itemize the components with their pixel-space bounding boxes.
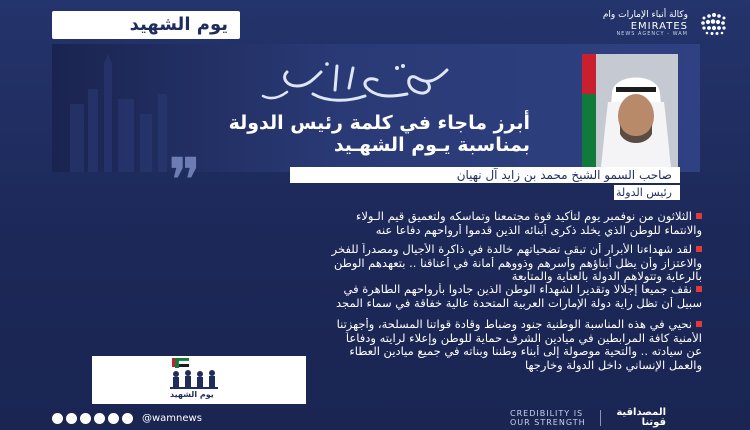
social-links xyxy=(52,411,202,425)
snapchat-icon[interactable] xyxy=(122,413,133,424)
paragraph-line: والعمل الإنساني داخل الدولة وخارجها xyxy=(524,358,702,372)
paragraph-line: الثلاثون من نوفمبر يوم لتأكيد قوة مجتمعنا وتماسكه ولتعميق قيم الـولاء xyxy=(355,210,692,223)
agency-tagline: NEWS AGENCY - WAM xyxy=(616,31,688,37)
speaker-title-box xyxy=(614,185,680,200)
paragraph-line: والانتماء للوطن الذي يخلد ذكرى أبنائه الذين قدموا أرواحهم دفاعا عنه xyxy=(375,223,702,237)
wam-logo-icon xyxy=(698,10,728,38)
badge-title: يوم الشهيد xyxy=(129,14,228,35)
headline-line-1: أبرز ماجاء في كلمة رئيس الدولة xyxy=(228,112,530,134)
social-handle[interactable]: @wamnews xyxy=(142,412,202,424)
credibility-en xyxy=(510,409,586,427)
hero-headline xyxy=(150,112,530,156)
paragraph-line: لقد شهداءنا الأبرار أن تبقى تضحياتهم خالدة في ذاكرة الأجيال ومصدراً للفخر xyxy=(331,243,692,256)
paragraph-1 xyxy=(52,210,702,237)
tiktok-icon[interactable] xyxy=(108,413,119,424)
paragraph-line: الأمنية كافة المرابطين في ميادين الشرف حماية للوطن وإعلاء لرايته ودفاعاً xyxy=(345,331,702,345)
instagram-icon[interactable] xyxy=(66,413,77,424)
credibility-ar-line-2: قوتنا xyxy=(641,417,666,428)
facebook-icon[interactable] xyxy=(94,413,105,424)
paragraph-line: نقف جميعا إجلالا وتقديرا لشهداء الوطن الذين جادوا بأرواحهم الطاهرة في xyxy=(343,283,692,296)
card-label: يوم الشهيد xyxy=(170,390,214,399)
paragraph-line: عن سيادته .. والتحية موصولة إلى أبناء وطننا وبناته في جميع ميادين العطاء xyxy=(349,345,702,358)
speaker-title: رئيس الدولة xyxy=(616,186,672,199)
paragraph-3 xyxy=(52,283,702,310)
portrait-photo xyxy=(582,54,678,172)
speaker-name: صاحب السمو الشيخ محمد بن زايد آل نهيان xyxy=(456,168,672,182)
hero-panel xyxy=(52,44,700,172)
youtube-icon[interactable] xyxy=(52,413,63,424)
bullet-icon xyxy=(696,246,702,252)
title-badge xyxy=(52,11,240,39)
agency-logo[interactable] xyxy=(518,10,728,38)
bullet-icon xyxy=(696,213,702,219)
linkedin-icon[interactable] xyxy=(80,413,91,424)
paragraph-line: سبيل أن تظل راية دولة الإمارات العربية المتحدة عالية خفاقة في سماء المجد xyxy=(335,296,702,310)
paragraph-line: نحيي في هذه المناسبة الوطنية جنود وضباط وقادة قواتنا المسلحة، وأجهزتنا xyxy=(336,318,692,331)
bullet-icon xyxy=(696,286,702,292)
yawm-al-shaheed-calligraphy xyxy=(257,58,467,108)
agency-name-en: EMIRATES xyxy=(630,21,688,32)
paragraph-2 xyxy=(52,243,702,284)
paragraph-line: والاعتزاز وأن يظل أبناؤهم وأسرهم وذووهم أمانة في أعناقنا .. بتعهدهم الوطن xyxy=(333,256,702,270)
credibility-en-line-1: CREDIBILITY IS xyxy=(510,409,584,418)
footer-divider xyxy=(600,410,601,426)
agency-name-ar: وكالة أنباء الإمارات وام xyxy=(602,10,688,20)
credibility-ar xyxy=(606,408,666,428)
portrait-icon xyxy=(582,54,678,172)
martyrs-day-logo-card xyxy=(92,356,306,404)
quote-marks-icon: ❞ xyxy=(168,144,202,217)
headline-line-2: بمناسبة يـوم الشهـيد xyxy=(333,134,530,156)
paragraph-line: بالرعاية وتتولاهم الدولة بالعناية والمتابعة xyxy=(511,270,702,283)
credibility-ar-line-1: المصداقية xyxy=(616,407,666,418)
footer xyxy=(0,408,750,430)
bullet-icon xyxy=(696,321,702,327)
speaker-name-box xyxy=(290,167,680,183)
credibility-en-line-2: OUR STRENGTH xyxy=(510,418,586,427)
